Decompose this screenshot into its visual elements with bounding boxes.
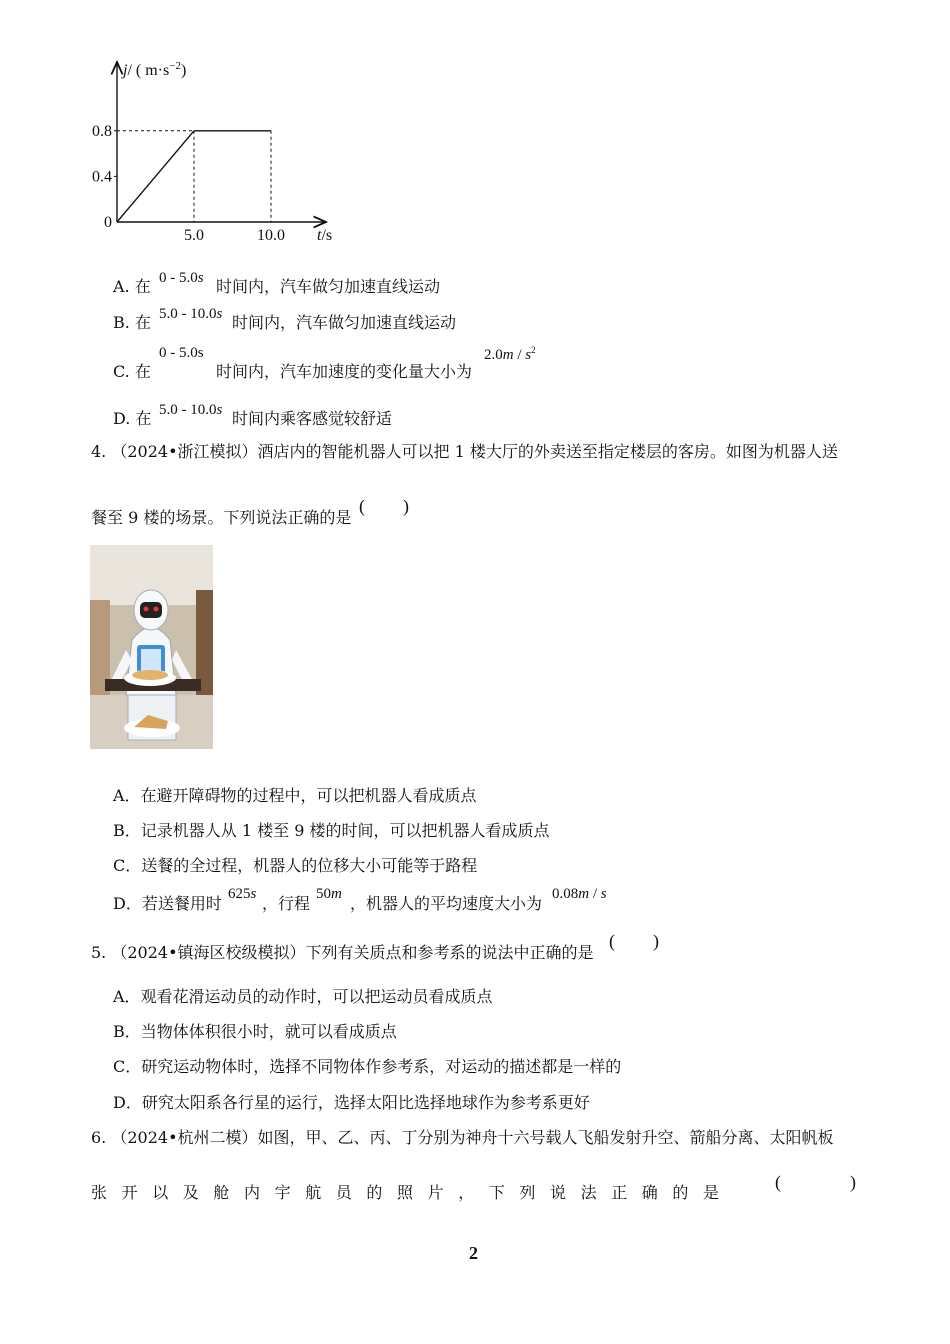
q6-answer-paren-open: ( [775, 1172, 781, 1192]
q3-option-a: A. 在 [113, 277, 151, 296]
y-tick-label: 0 [104, 214, 112, 231]
q6-answer-paren-close: ) [850, 1172, 856, 1192]
q4-option-b: B．记录机器人从 1 楼至 9 楼的时间，可以把机器人看成质点 [113, 821, 550, 840]
page-number: 2 [469, 1243, 478, 1263]
q3-option-d: D. 在 [113, 409, 152, 428]
q5-option-a: A．观看花滑运动员的动作时，可以把运动员看成质点 [113, 987, 493, 1006]
q5-answer-paren-close: ) [653, 931, 659, 951]
q3-option-c-math: 0 - 5.0s [159, 345, 204, 361]
q3-option-c-value: $2.0m / s^2$ [484, 345, 536, 363]
q4-stem-line1: 4. （2024•浙江模拟）酒店内的智能机器人可以把 1 楼大厅的外卖送至指定楼层的客房。如图为机器人送 [91, 442, 838, 461]
x-axis-label: t/s [317, 227, 333, 244]
q3-option-d-text: 时间内乘客感觉较舒适 [232, 409, 393, 428]
q4-option-d-speed: 0.08m / s [552, 886, 607, 902]
x-tick-label: 5.0 [184, 227, 204, 244]
q3-option-a-text: 时间内，汽车做匀加速直线运动 [216, 277, 441, 296]
x-tick-label: 10.0 [257, 227, 285, 244]
q4-stem-line2: 餐至 9 楼的场景。下列说法正确的是 [91, 508, 352, 527]
q5-option-b: B．当物体体积很小时，就可以看成质点 [113, 1022, 397, 1041]
q4-option-a: A．在避开障碍物的过程中，可以把机器人看成质点 [113, 786, 477, 805]
q5-answer-paren-open: ( [609, 931, 615, 951]
q5-option-c: C．研究运动物体时，选择不同物体作参考系，对运动的描述都是一样的 [113, 1057, 622, 1076]
q6-stem-line1: 6. （2024•杭州二模）如图，甲、乙、丙、丁分别为神舟十六号载人飞船发射升空、箭船分离、太阳帆板 [91, 1128, 834, 1147]
q5-option-d: D．研究太阳系各行星的运行，选择太阳比选择地球作为参考系更好 [113, 1093, 590, 1112]
y-tick-label: 0.4 [92, 168, 112, 186]
y-tick-label: 0.8 [92, 122, 112, 140]
y-axis-label: j/ ( $m\cdot s^{-2}$) [123, 60, 187, 79]
q4-option-d-distance: 50m [316, 886, 342, 902]
series-segment-1 [117, 131, 194, 222]
q4-answer-paren-open: ( [359, 496, 365, 516]
q4-option-d-text2: ，机器人的平均速度大小为 [350, 894, 543, 913]
q5-stem: 5. （2024•镇海区校级模拟）下列有关质点和参考系的说法中正确的是 [91, 943, 594, 962]
q3-option-b: B. 在 [113, 313, 151, 332]
q3-option-d-math: 5.0 - 10.0s [159, 402, 223, 418]
q3-option-b-text: 时间内，汽车做匀加速直线运动 [232, 313, 457, 332]
q3-option-a-math: 0 - 5.0s [159, 270, 204, 286]
q4-option-c: C．送餐的全过程，机器人的位移大小可能等于路程 [113, 856, 478, 875]
q6-stem-line2: 张开以及舱内宇航员的照片，下列说法正确的是 [91, 1183, 734, 1202]
jerk-time-chart [80, 40, 440, 300]
q3-option-c: C. 在 [113, 362, 151, 381]
q3-option-c-text: 时间内，汽车加速度的变化量大小为 [216, 362, 473, 381]
q4-answer-paren-close: ) [403, 496, 409, 516]
q3-option-b-math: 5.0 - 10.0s [159, 306, 223, 322]
q4-option-d-text1: ，行程 [262, 894, 311, 913]
q4-option-d: D．若送餐用时 [113, 894, 222, 913]
q4-option-d-time: 625s [228, 886, 257, 902]
robot-photo [90, 545, 213, 749]
